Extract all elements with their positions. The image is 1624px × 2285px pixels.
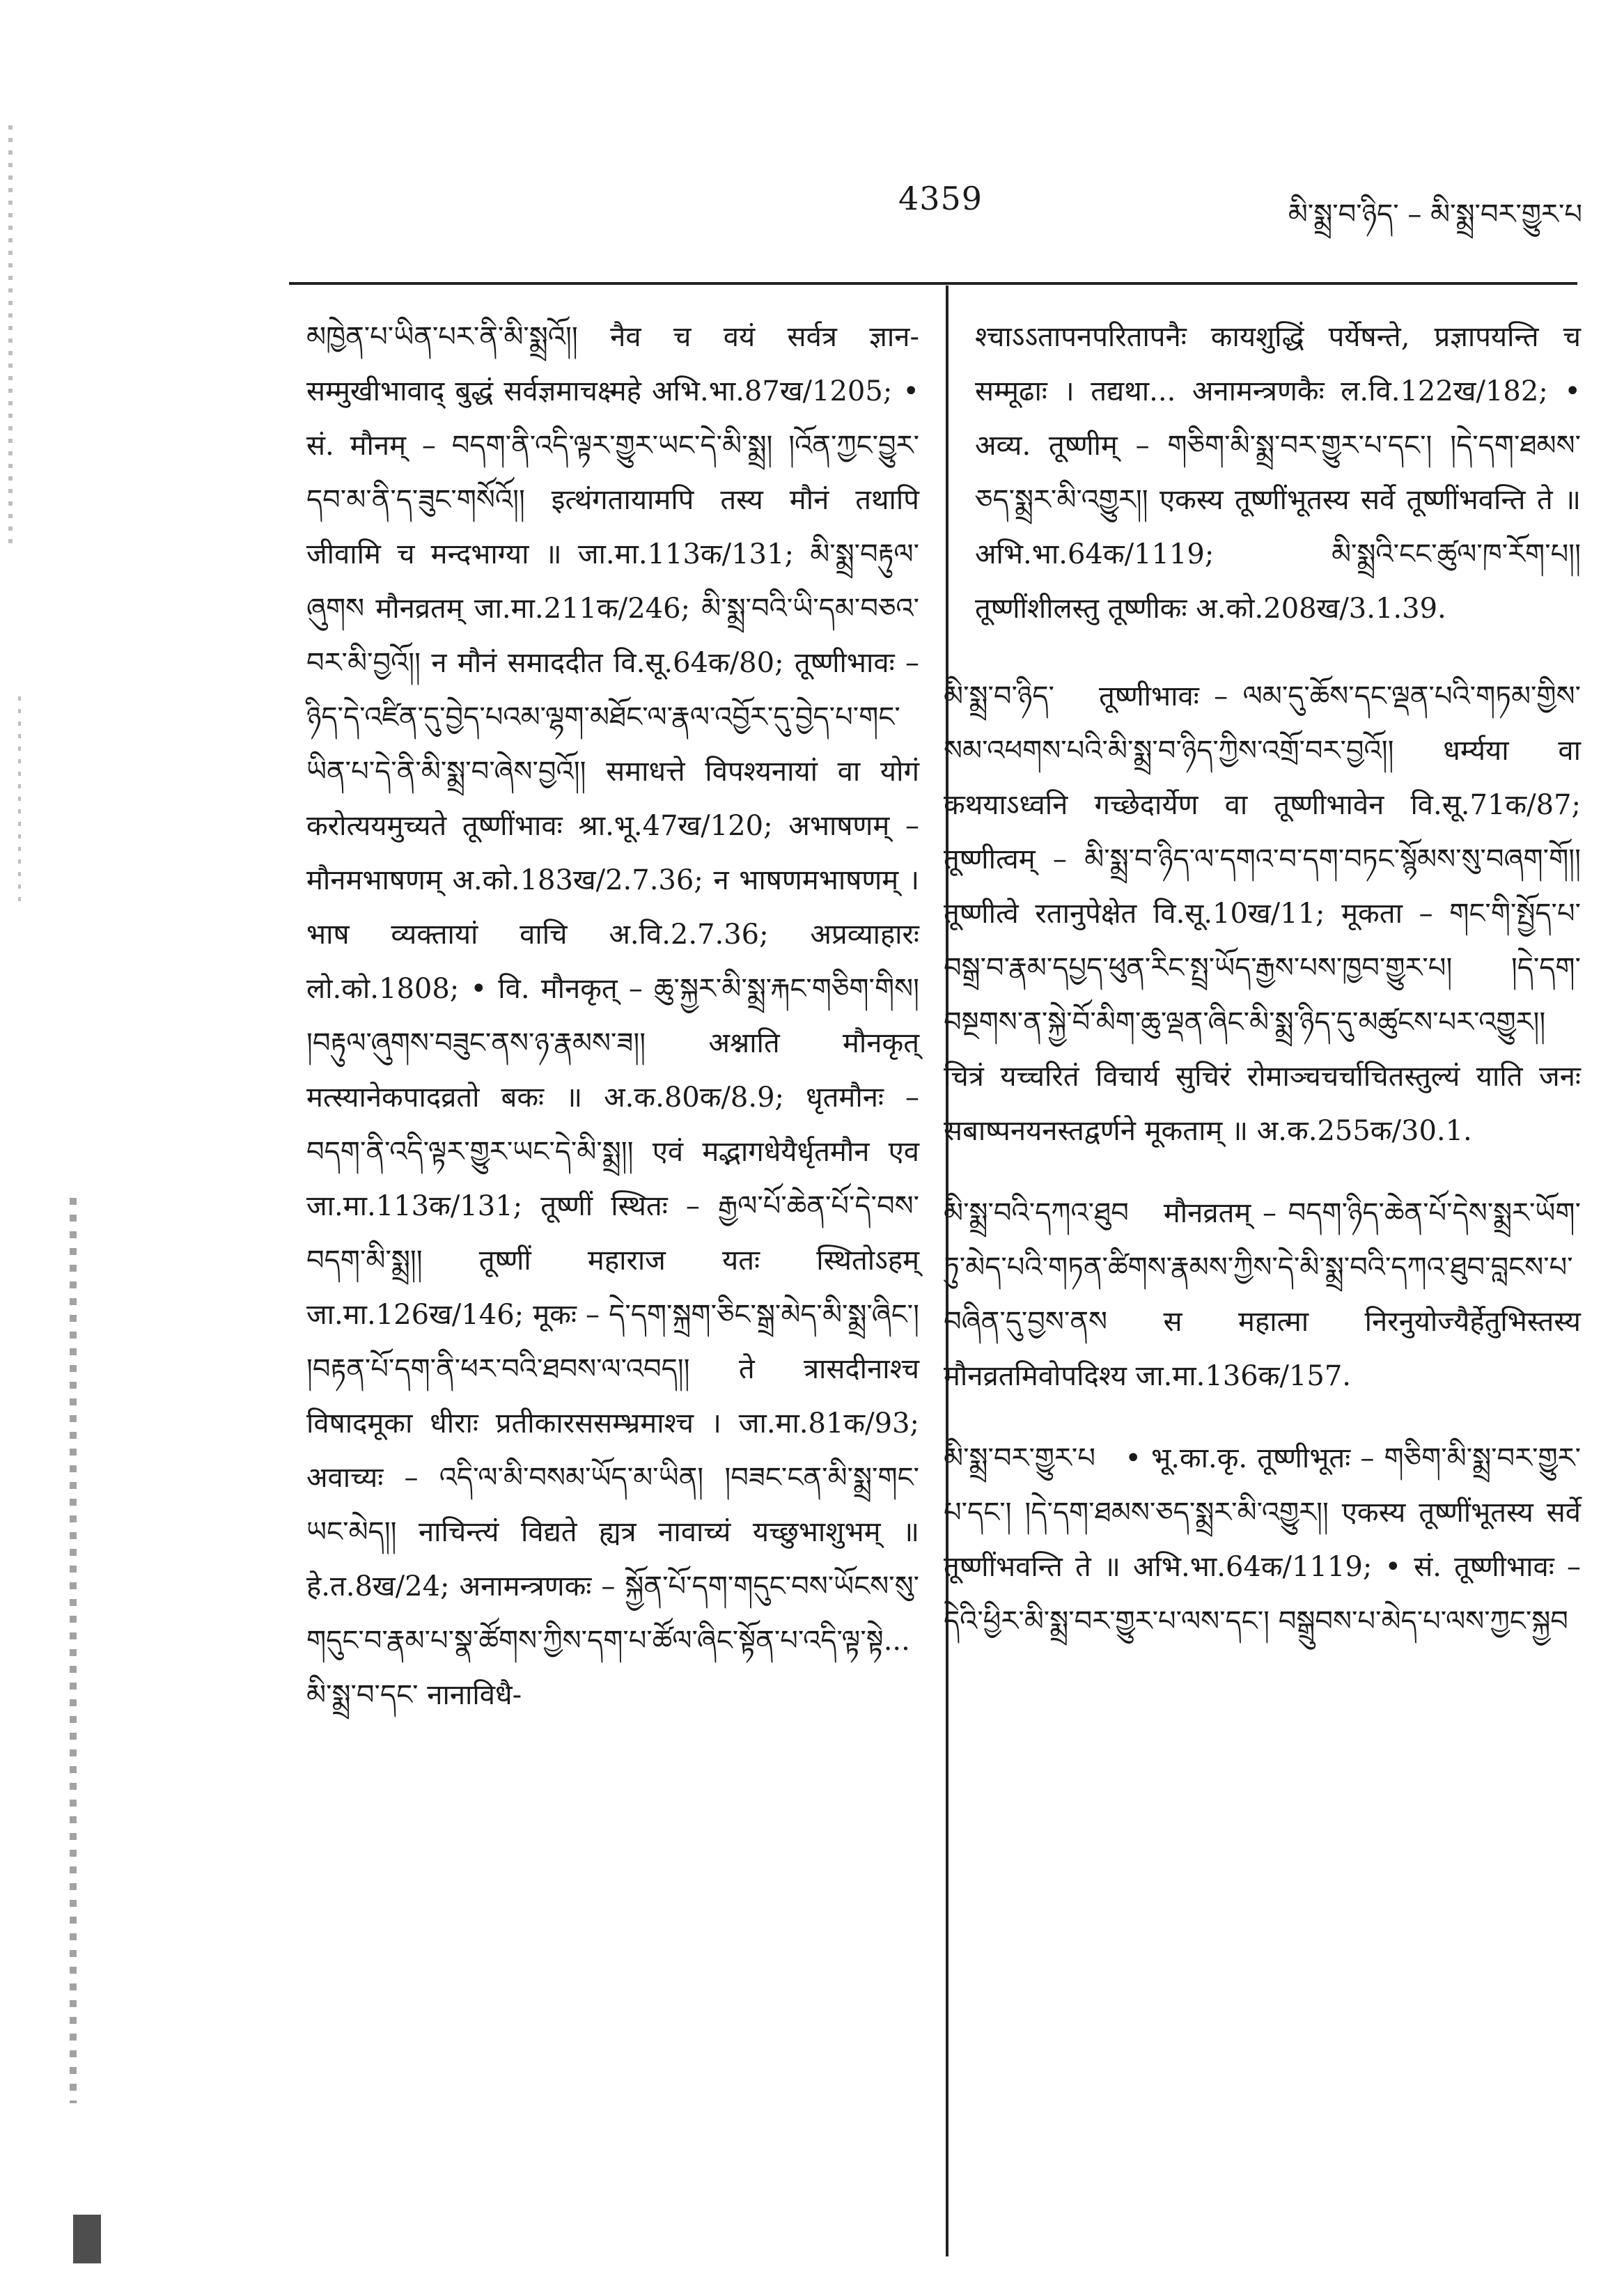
page-number: 4359 [898, 180, 983, 217]
headword: མི་སྨྲ་བར་གྱུར་པ [944, 1442, 1095, 1474]
scan-edge-mark [8, 125, 13, 543]
dictionary-entry [944, 669, 1581, 1158]
headword: མི་སྨྲ་བ་ཉིད་ [944, 680, 1054, 712]
entry-body: तूष्णीभावः – ལམ་དུ་ཆོས་དང་ལྡན་པའི་གཏམ་གྱིས་སམ་འཕགས་པའི་མི་སྨྲ་བ་ཉིད་ཀྱིས་འགྲོ་བར་བྱའོ།། धर्म्यया वा कथयाऽध्वनि गच्छेदार्येण वा तूष्णीभावेन वि.सू.71क/87; तूष्णीत्वम् – མི་སྨྲ་བ་ཉིད་ལ་དགའ་བ་དག་བཏང་སྙོམས་སུ་བཞག་གོ།། तूष्णीत्वे रतानुपेक्षेत वि.सू.10ख/11; मूकता – གང་གི་སྤྱོད་པ་བསྒྲ་བ་རྣམ་དཔྱད་ཕུན་རིང་སྤྲ་ཡོད་རྒྱས་པས་ཁྱབ་གྱུར་པ། །དེ་དག་བསྔགས་ན་སྐྱེ་བོ་མིག་ཆུ་ལྡན་ཞིང་མི་སྨྲ་ཉིད་དུ་མཚུངས་པར་འགྱུར།། चित्रं यच्चरितं विचार्य सुचिरं रोमाञ्चचर्चाचितस्तुल्यं याति जनः सबाष्पनयनस्तद्वर्णने मूकताम् ॥ अ.क.255क/30.1. [944, 680, 1581, 1147]
header-rule [289, 282, 1577, 285]
left-paragraph: མཁྱེན་པ་ཡིན་པར་ནི་མི་སྨྲའོ།། नैव च वयं सर्वत्र ज्ञान-सम्मुखीभावाद् बुद्धं सर्वज्ञमाचक्ष्महे अभि.भा.87ख/1205; • सं. मौनम् – བདག་ནི་འདི་ལྟར་གྱུར་ཡང་དེ་མི་སྨྲ། །འོན་ཀྱང་བྱུར་དབ་མ་ནི་ད་ཟུང་གསོའོ།། इत्थंगतायामपि तस्य मौनं तथापि जीवामि च मन्दभाग्या ॥ जा.मा.113क/131; མི་སྨྲ་བརྟུལ་ཞུགས मौनव्रतम् जा.मा.211क/246; མི་སྨྲ་བའི་ཡི་དམ་བཅའ་བར་མི་བྱའོ།། न मौनं समाददीत वि.सू.64क/80; तूष्णीभावः – ཉིད་དེ་འཛིན་དུ་བྱེད་པའམ་ལྷག་མཐོང་ལ་རྣལ་འབྱོར་དུ་བྱེད་པ་གང་ཡིན་པ་དེ་ནི་མི་སྨྲ་བ་ཞེས་བྱའོ།། समाधत्ते विपश्यनायां वा योगं करोत्ययमुच्यते तूष्णींभावः श्रा.भू.47ख/120; अभाषणम् – मौनमभाषणम् अ.को.183ख/2.7.36; न भाषणमभाषणम् । भाष व्यक्तायां वाचि अ.वि.2.7.36; अप्रव्याहारः लो.को.1808; • वि. मौनकृत् – ཆུ་སྐྱར་མི་སྨྲ་རྐང་གཅིག་གིས། །བརྟུལ་ཞུགས་བཟུང་ནས་ཉ་རྣམས་ཟ།། अश्नाति मौनकृत् मत्स्यानेकपादव्रतो बकः ॥ अ.क.80क/8.9; धृतमौनः – བདག་ནི་འདི་ལྟར་གྱུར་ཡང་དེ་མི་སྨྲ།། एवं मद्भागधेयैर्धृतमौन एव जा.मा.113क/131; तूष्णीं स्थितः – རྒྱལ་པོ་ཆེན་པོ་དེ་བས་བདག་མི་སྨྲ།། तूष्णीं महाराज यतः स्थितोऽहम् जा.मा.126ख/146; मूकः – དེ་དག་སྐྲག་ཅིང་སྒྲ་མེད་མི་སྨྲ་ཞིང་། །བརྟན་པོ་དག་ནི་ཕར་བའི་ཐབས་ལ་འབད།། ते त्रासदीनाश्च विषादमूका धीराः प्रतीकारससम्भ्रमाश्च । जा.मा.81क/93; अवाच्यः – འདི་ལ་མི་བསམ་ཡོད་མ་ཡིན། །བཟང་ངན་མི་སྨྲ་གང་ཡང་མེད།། नाचिन्त्यं विद्यते ह्यत्र नावाच्यं यच्छुभाशुभम् ॥ हे.त.8ख/24; अनामन्त्रणकः – སྐྱོན་པོ་དག་གདུང་བས་ཡོངས་སུ་གདུང་བ་རྣམ་པ་སྣ་ཚོགས་ཀྱིས་དག་པ་ཚོལ་ཞིང་སྟོན་པ་འདི་ལྟ་སྟེ... མི་སྨྲ་བ་དང་ नानाविधै- [306, 321, 919, 1711]
dictionary-entry-continued [975, 310, 1581, 636]
scan-edge-mark [70, 1198, 77, 2103]
entry-body: श्चाऽऽतापनपरितापनैः कायशुद्धिं पर्येषन्ते, प्रज्ञापयन्ति च सम्मूढाः । तद्यथा... अनामन्त्रणकैः ल.वि.122ख/182; • अव्य. तूष्णीम् – གཅིག་མི་སྨྲ་བར་གྱུར་པ་དང་། །དེ་དག་ཐམས་ཅད་སྨྲར་མི་འགྱུར།། एकस्य तूष्णींभूतस्य सर्वे तूष्णींभवन्ति ते ॥ अभि.भा.64क/1119; མི་སྨྲའི་ངང་ཚུལ་ཁ་རོག་པ།། तूष्णींशीलस्तु तूष्णीकः अ.को.208ख/3.1.39. [975, 321, 1581, 625]
dictionary-entry [944, 1186, 1581, 1403]
headword: མི་སྨྲ་བའི་དཀའ་ཐུབ [944, 1197, 1129, 1229]
running-head: མི་སྨྲ་བ་ཉིད་ – མི་སྨྲ་བར་གྱུར་པ [1288, 198, 1582, 231]
dictionary-entry [944, 1431, 1581, 1648]
left-column [306, 310, 919, 1722]
scan-edge-mark [18, 696, 21, 905]
entry-body: • भू.का.कृ. तूष्णीभूतः – གཅིག་མི་སྨྲ་བར་གྱུར་པ་དང་། །དེ་དག་ཐམས་ཅད་སྨྲར་མི་འགྱུར།། एकस्य तूष्णींभूतस्य सर्वे तूष्णींभवन्ति ते ॥ अभि.भा.64क/1119; • सं. तूष्णीभावः – དེའི་ཕྱིར་མི་སྨྲ་བར་གྱུར་པ་ལས་དང་། བསྒྲུབས་པ་མེད་པ་ལས་ཀྱང་སྐྱབ [944, 1442, 1581, 1637]
scan-corner-mark [73, 2215, 101, 2263]
entry-line [944, 1431, 1581, 1648]
right-column [944, 310, 1581, 1676]
entry-body: मौनव्रतम् – བདག་ཉིད་ཆེན་པོ་དེས་སྨྲར་ཡོག་ཏུ་མེད་པའི་གཏན་ཚིགས་རྣམས་ཀྱིས་དེ་མི་སྨྲ་བའི་དཀའ་ཐུབ་བླངས་པ་བཞིན་དུ་བྱས་ནས स महात्मा निरनुयोज्यैर्हेतुभिस्तस्य मौनव्रतमिवोपदिश्य जा.मा.136क/157. [944, 1197, 1581, 1392]
entry-line [944, 669, 1581, 1158]
entry-line [944, 1186, 1581, 1403]
